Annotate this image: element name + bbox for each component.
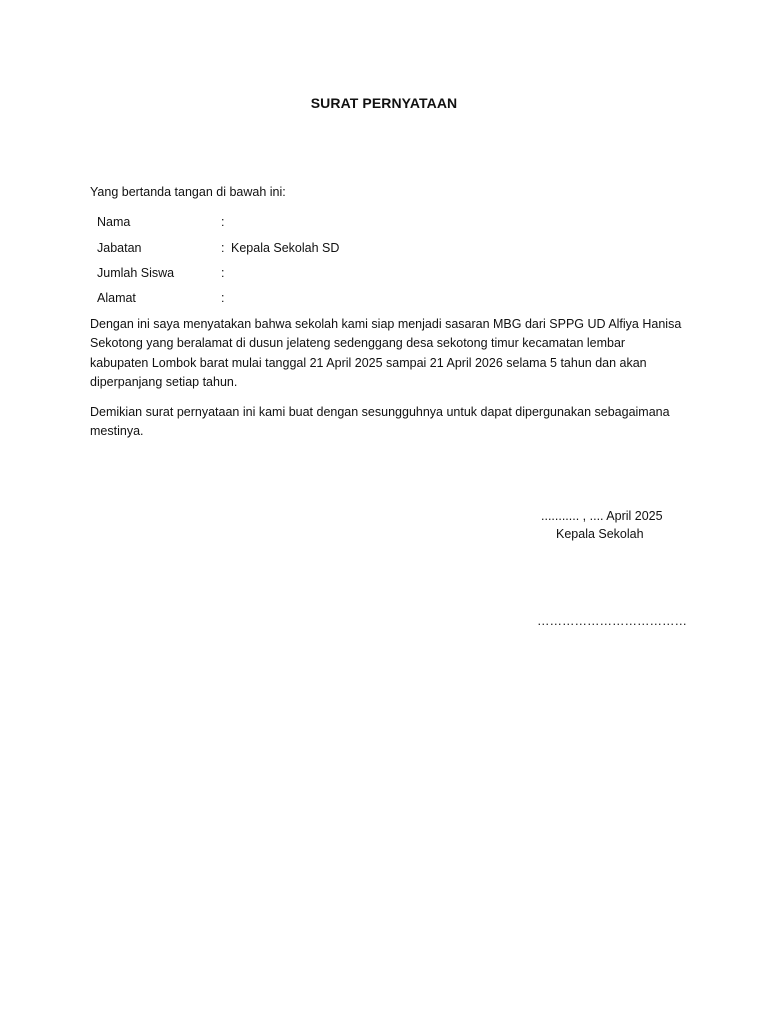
signature-position: Kepala Sekolah <box>556 527 644 541</box>
field-value: Kepala Sekolah SD <box>231 241 340 255</box>
field-label: Nama <box>97 215 131 229</box>
signature-place-date: ........... , .... April 2025 <box>541 509 663 523</box>
paragraph-line: diperpanjang setiap tahun. <box>90 374 238 389</box>
field-label: Jabatan <box>97 241 142 255</box>
opening-statement: Yang bertanda tangan di bawah ini: <box>90 185 286 199</box>
paragraph-line: Dengan ini saya menyatakan bahwa sekolah kami siap menjadi sasaran MBG dari SPPG UD Alfiya Hanisa <box>90 317 682 331</box>
field-colon: : <box>221 266 225 280</box>
closing-paragraph <box>90 403 690 442</box>
paragraph-line: kabupaten Lombok barat mulai tanggal 21 April 2025 sampai 21 April 2026 selama 5 tahun dan akan <box>90 355 647 370</box>
field-colon: : <box>221 241 225 255</box>
document-title: SURAT PERNYATAAN <box>310 95 458 111</box>
paragraph-line: Demikian surat pernyataan ini kami buat dengan sesungguhnya untuk dapat dipergunakan sebagaimana <box>90 405 670 419</box>
field-colon: : <box>221 215 225 229</box>
paragraph-line: Sekotong yang beralamat di dusun jelateng sedenggang desa sekotong timur kecamatan lembar <box>90 336 626 351</box>
field-label: Alamat <box>97 291 136 305</box>
field-label: Jumlah Siswa <box>97 266 175 280</box>
statement-paragraph <box>90 315 690 392</box>
signature-name-line: ……………………………… <box>537 614 687 628</box>
paragraph-line: mestinya. <box>90 424 144 439</box>
field-colon: : <box>221 291 225 305</box>
